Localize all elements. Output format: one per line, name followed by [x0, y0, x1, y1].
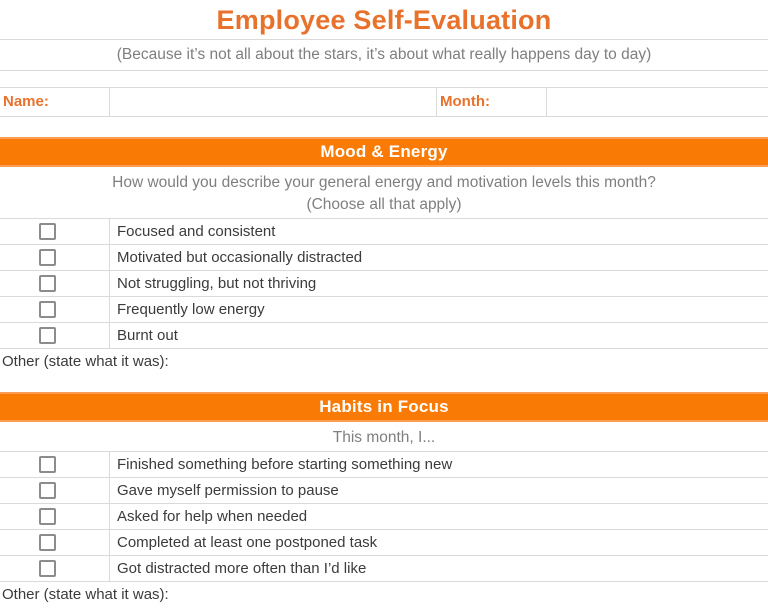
mood-energy-description	[0, 167, 768, 218]
checkbox[interactable]	[39, 560, 56, 577]
checkbox[interactable]	[39, 482, 56, 499]
option-row	[0, 504, 768, 530]
option-label: Finished something before starting something new	[117, 456, 453, 473]
other-label: Other (state what it was):	[2, 353, 169, 370]
option-row	[0, 245, 768, 271]
checkbox[interactable]	[39, 223, 56, 240]
name-label: Name:	[0, 88, 110, 116]
option-row	[0, 219, 768, 245]
checkbox[interactable]	[39, 534, 56, 551]
mood-energy-options	[0, 218, 768, 349]
option-label: Gave myself permission to pause	[117, 482, 339, 499]
checkbox-cell	[0, 245, 110, 270]
name-input[interactable]	[110, 88, 437, 116]
checkbox[interactable]	[39, 508, 56, 525]
checkbox-cell	[0, 452, 110, 477]
checkbox[interactable]	[39, 456, 56, 473]
option-label: Frequently low energy	[117, 301, 265, 318]
option-label: Got distracted more often than I’d like	[117, 560, 367, 577]
habits-description	[0, 422, 768, 451]
option-label: Burnt out	[117, 327, 178, 344]
checkbox[interactable]	[39, 327, 56, 344]
option-label: Not struggling, but not thriving	[117, 275, 317, 292]
checkbox-cell	[0, 297, 110, 322]
checkbox-cell	[0, 530, 110, 555]
option-row	[0, 323, 768, 349]
option-row	[0, 478, 768, 504]
month-label: Month:	[437, 88, 547, 116]
option-row	[0, 271, 768, 297]
checkbox[interactable]	[39, 249, 56, 266]
page-title: Employee Self-Evaluation	[0, 0, 768, 40]
other-label: Other (state what it was):	[2, 586, 169, 603]
habits-options	[0, 451, 768, 582]
month-input[interactable]	[547, 88, 768, 116]
checkbox[interactable]	[39, 275, 56, 292]
description-line: How would you describe your general energy and motivation levels this month?	[112, 174, 656, 191]
option-row	[0, 452, 768, 478]
option-row	[0, 556, 768, 582]
section-header-habits-in-focus: Habits in Focus	[0, 392, 768, 422]
option-row	[0, 297, 768, 323]
checkbox-cell	[0, 556, 110, 581]
option-row	[0, 530, 768, 556]
option-label: Asked for help when needed	[117, 508, 308, 525]
page-subtitle: (Because it’s not all about the stars, it’s about what really happens day to day)	[0, 40, 768, 71]
checkbox-cell	[0, 219, 110, 244]
description-line: (Choose all that apply)	[306, 196, 462, 213]
section-header-mood-energy: Mood & Energy	[0, 137, 768, 167]
option-label: Completed at least one postponed task	[117, 534, 378, 551]
option-label: Motivated but occasionally distracted	[117, 249, 363, 266]
checkbox-cell	[0, 504, 110, 529]
checkbox-cell	[0, 271, 110, 296]
checkbox-cell	[0, 323, 110, 348]
description-line: This month, I...	[332, 429, 436, 446]
checkbox[interactable]	[39, 301, 56, 318]
name-month-row	[0, 87, 768, 117]
checkbox-cell	[0, 478, 110, 503]
option-label: Focused and consistent	[117, 223, 276, 240]
